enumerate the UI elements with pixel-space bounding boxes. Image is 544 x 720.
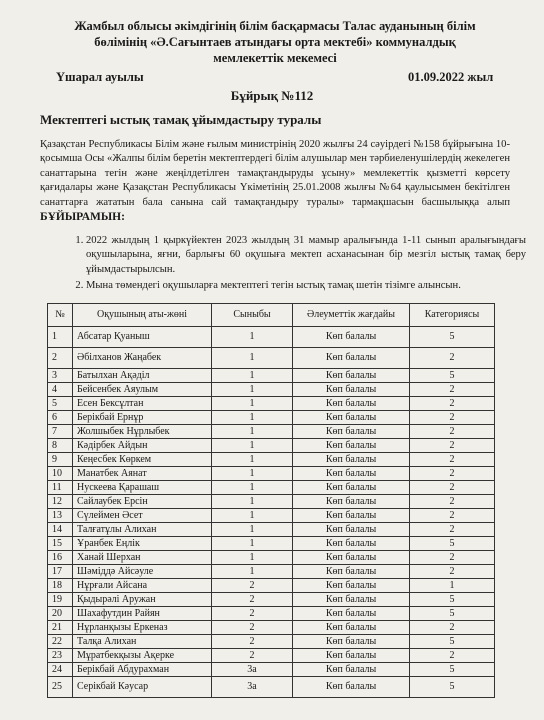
cell-number: 18 xyxy=(48,579,73,593)
cell-number: 3 xyxy=(48,369,73,383)
cell-grade: 1 xyxy=(212,523,293,537)
header-line: мемлекеттік мекемесі xyxy=(213,51,337,65)
cell-category: 2 xyxy=(410,649,495,663)
intro-decree-word: БҰЙЫРАМЫН: xyxy=(40,211,125,224)
col-category: Категориясы xyxy=(410,304,495,327)
cell-category: 2 xyxy=(410,425,495,439)
cell-number: 24 xyxy=(48,663,73,677)
col-grade: Сыныбы xyxy=(212,304,293,327)
cell-social: Көп балалы xyxy=(293,677,410,698)
cell-number: 17 xyxy=(48,565,73,579)
table-row xyxy=(48,537,495,551)
cell-social: Көп балалы xyxy=(293,411,410,425)
order-point: 1. 2022 жылдың 1 қыркүйектен 2023 жылдың 31 мамыр аралығында 1-11 сынып аралығындағы оқушыларына, яғни, барлығы 60 оқушыға мектеп асханасынан бір мезгіл ыстық тамақ беру ұйымдастырылсын. xyxy=(86,234,526,277)
table-row xyxy=(48,579,495,593)
cell-number: 10 xyxy=(48,467,73,481)
cell-number: 19 xyxy=(48,593,73,607)
cell-name: Қыдырәлі Аружан xyxy=(73,593,212,607)
cell-name: Мұратбекқызы Ақерке xyxy=(73,649,212,663)
table-row xyxy=(48,327,495,348)
cell-social: Көп балалы xyxy=(293,649,410,663)
order-title: Бұйрық №112 xyxy=(230,88,314,103)
cell-grade: 1 xyxy=(212,411,293,425)
cell-number: 7 xyxy=(48,425,73,439)
cell-social: Көп балалы xyxy=(293,383,410,397)
order-subject: Мектептегі ыстық тамақ ұйымдастыру туралы xyxy=(40,112,322,127)
cell-category: 2 xyxy=(410,453,495,467)
table-row xyxy=(48,495,495,509)
intro-text: Қазақстан Республикасы Білім және ғылым министрінің 2020 жылғы 24 сәуірдегі №158 бұйрығына 10-қосымша Осы «Жалпы білім беретін мектептердегі білім алушылар мен тәрбиеленушілердің жекелеген санаттарына тегін және жеңілдетілген тамақтандыруды ұсыну» мемлекеттік қызметті көрсету қағидалары және Қазақстан Республикасы Үкіметінің 25.01.2008 жылғы №64 қаулысымен бекітілген санаттарға жататын бала санына сай тамақтандыру туралы» тармақшасын басшылыққа алып xyxy=(40,139,510,208)
cell-number: 1 xyxy=(48,327,73,348)
cell-number: 5 xyxy=(48,397,73,411)
table-row xyxy=(48,425,495,439)
cell-number: 23 xyxy=(48,649,73,663)
table-row xyxy=(48,677,495,698)
order-points xyxy=(62,234,526,296)
place-name: Үшарал ауылы xyxy=(56,70,144,84)
cell-grade: 1 xyxy=(212,495,293,509)
table-row xyxy=(48,348,495,369)
table-row xyxy=(48,481,495,495)
cell-social: Көп балалы xyxy=(293,551,410,565)
cell-grade: 1 xyxy=(212,397,293,411)
cell-category: 5 xyxy=(410,369,495,383)
cell-grade: 1 xyxy=(212,509,293,523)
table-row xyxy=(48,397,495,411)
cell-grade: 2 xyxy=(212,579,293,593)
cell-name: Бейсенбек Аяулым xyxy=(73,383,212,397)
cell-name: Абсатар Қуаныш xyxy=(73,327,212,348)
cell-number: 22 xyxy=(48,635,73,649)
cell-grade: 1 xyxy=(212,537,293,551)
table-row xyxy=(48,523,495,537)
cell-category: 2 xyxy=(410,621,495,635)
document-header xyxy=(40,18,510,66)
cell-number: 11 xyxy=(48,481,73,495)
cell-social: Көп балалы xyxy=(293,663,410,677)
cell-social: Көп балалы xyxy=(293,593,410,607)
table-header-row xyxy=(48,304,495,327)
table-row xyxy=(48,439,495,453)
cell-social: Көп балалы xyxy=(293,327,410,348)
cell-name: Шәміддә Айсәуле xyxy=(73,565,212,579)
cell-category: 2 xyxy=(410,509,495,523)
cell-social: Көп балалы xyxy=(293,635,410,649)
cell-social: Көп балалы xyxy=(293,579,410,593)
cell-name: Берікбай Абдурахман xyxy=(73,663,212,677)
cell-grade: 1 xyxy=(212,327,293,348)
cell-category: 5 xyxy=(410,663,495,677)
cell-name: Ханай Шерхан xyxy=(73,551,212,565)
cell-number: 6 xyxy=(48,411,73,425)
table-row xyxy=(48,607,495,621)
cell-social: Көп балалы xyxy=(293,439,410,453)
cell-social: Көп балалы xyxy=(293,397,410,411)
cell-name: Батылхан Ақәділ xyxy=(73,369,212,383)
cell-number: 14 xyxy=(48,523,73,537)
document-date: 01.09.2022 жыл xyxy=(408,70,494,84)
cell-name: Талқа Алихан xyxy=(73,635,212,649)
cell-grade: 1 xyxy=(212,551,293,565)
cell-category: 2 xyxy=(410,495,495,509)
table-row xyxy=(48,467,495,481)
cell-social: Көп балалы xyxy=(293,565,410,579)
cell-number: 12 xyxy=(48,495,73,509)
cell-name: Кеңесбек Көркем xyxy=(73,453,212,467)
table-row xyxy=(48,509,495,523)
cell-grade: 2 xyxy=(212,621,293,635)
table-row xyxy=(48,663,495,677)
cell-name: Әбілханов Жаңабек xyxy=(73,348,212,369)
cell-category: 2 xyxy=(410,397,495,411)
cell-category: 2 xyxy=(410,565,495,579)
cell-category: 2 xyxy=(410,439,495,453)
cell-name: Талғатұлы Алихан xyxy=(73,523,212,537)
cell-number: 16 xyxy=(48,551,73,565)
cell-grade: 1 xyxy=(212,453,293,467)
cell-number: 20 xyxy=(48,607,73,621)
cell-category: 5 xyxy=(410,327,495,348)
cell-social: Көп балалы xyxy=(293,481,410,495)
cell-number: 21 xyxy=(48,621,73,635)
student-table xyxy=(47,303,495,698)
cell-category: 2 xyxy=(410,523,495,537)
cell-name: Ұранбек Еңлік xyxy=(73,537,212,551)
cell-category: 2 xyxy=(410,467,495,481)
cell-category: 2 xyxy=(410,551,495,565)
cell-category: 2 xyxy=(410,383,495,397)
cell-name: Шахафутдин Райян xyxy=(73,607,212,621)
cell-grade: 1 xyxy=(212,467,293,481)
cell-name: Серікбай Кәусар xyxy=(73,677,212,698)
col-social: Әлеуметтік жағдайы xyxy=(293,304,410,327)
cell-name: Есен Бексұлтан xyxy=(73,397,212,411)
cell-social: Көп балалы xyxy=(293,509,410,523)
cell-category: 2 xyxy=(410,411,495,425)
cell-grade: 2 xyxy=(212,635,293,649)
cell-grade: 1 xyxy=(212,565,293,579)
cell-category: 1 xyxy=(410,579,495,593)
cell-social: Көп балалы xyxy=(293,467,410,481)
cell-number: 9 xyxy=(48,453,73,467)
cell-number: 8 xyxy=(48,439,73,453)
cell-category: 2 xyxy=(410,481,495,495)
cell-social: Көп балалы xyxy=(293,523,410,537)
table-row xyxy=(48,551,495,565)
cell-number: 4 xyxy=(48,383,73,397)
table-row xyxy=(48,453,495,467)
cell-name: Жолшыбек Нұрлыбек xyxy=(73,425,212,439)
cell-social: Көп балалы xyxy=(293,425,410,439)
cell-name: Сайлаубек Ерсін xyxy=(73,495,212,509)
cell-grade: 1 xyxy=(212,439,293,453)
cell-category: 5 xyxy=(410,607,495,621)
col-name: Оқушының аты-жөні xyxy=(73,304,212,327)
cell-category: 5 xyxy=(410,537,495,551)
table-row xyxy=(48,383,495,397)
cell-grade: 3а xyxy=(212,663,293,677)
cell-grade: 1 xyxy=(212,383,293,397)
cell-category: 5 xyxy=(410,677,495,698)
cell-social: Көп балалы xyxy=(293,369,410,383)
intro-paragraph xyxy=(40,138,510,225)
cell-name: Нұрланқызы Еркеназ xyxy=(73,621,212,635)
cell-category: 5 xyxy=(410,593,495,607)
cell-number: 15 xyxy=(48,537,73,551)
cell-grade: 1 xyxy=(212,481,293,495)
cell-category: 5 xyxy=(410,635,495,649)
cell-name: Нускеева Қарашаш xyxy=(73,481,212,495)
cell-name: Кәдірбек Айдын xyxy=(73,439,212,453)
cell-social: Көп балалы xyxy=(293,453,410,467)
cell-grade: 2 xyxy=(212,593,293,607)
cell-number: 13 xyxy=(48,509,73,523)
header-line: Жамбыл облысы әкімдігінің білім басқармасы Талас ауданының білім xyxy=(74,19,476,33)
cell-social: Көп балалы xyxy=(293,607,410,621)
cell-grade: 3а xyxy=(212,677,293,698)
cell-grade: 2 xyxy=(212,649,293,663)
cell-social: Көп балалы xyxy=(293,348,410,369)
header-line: бөлімінің «Ә.Сағынтаев атындағы орта мектебі» коммуналдық xyxy=(94,35,456,49)
table-row xyxy=(48,411,495,425)
order-point: 2. Мына төмендегі оқушыларға мектептегі тегін ыстық тамақ шетін тізімге алынсын. xyxy=(86,279,526,293)
table-row xyxy=(48,621,495,635)
table-body xyxy=(48,327,495,698)
cell-name: Нұрғали Айсана xyxy=(73,579,212,593)
cell-grade: 1 xyxy=(212,369,293,383)
col-number: № xyxy=(48,304,73,327)
cell-social: Көп балалы xyxy=(293,537,410,551)
table-row xyxy=(48,649,495,663)
cell-name: Сүлеймен Әсет xyxy=(73,509,212,523)
table-row xyxy=(48,635,495,649)
cell-social: Көп балалы xyxy=(293,621,410,635)
cell-grade: 1 xyxy=(212,425,293,439)
table-row xyxy=(48,369,495,383)
cell-number: 2 xyxy=(48,348,73,369)
cell-grade: 1 xyxy=(212,348,293,369)
cell-number: 25 xyxy=(48,677,73,698)
table-row xyxy=(48,565,495,579)
cell-grade: 2 xyxy=(212,607,293,621)
table-row xyxy=(48,593,495,607)
cell-social: Көп балалы xyxy=(293,495,410,509)
cell-category: 2 xyxy=(410,348,495,369)
cell-name: Берікбай Ернұр xyxy=(73,411,212,425)
cell-name: Манатбек Аянат xyxy=(73,467,212,481)
